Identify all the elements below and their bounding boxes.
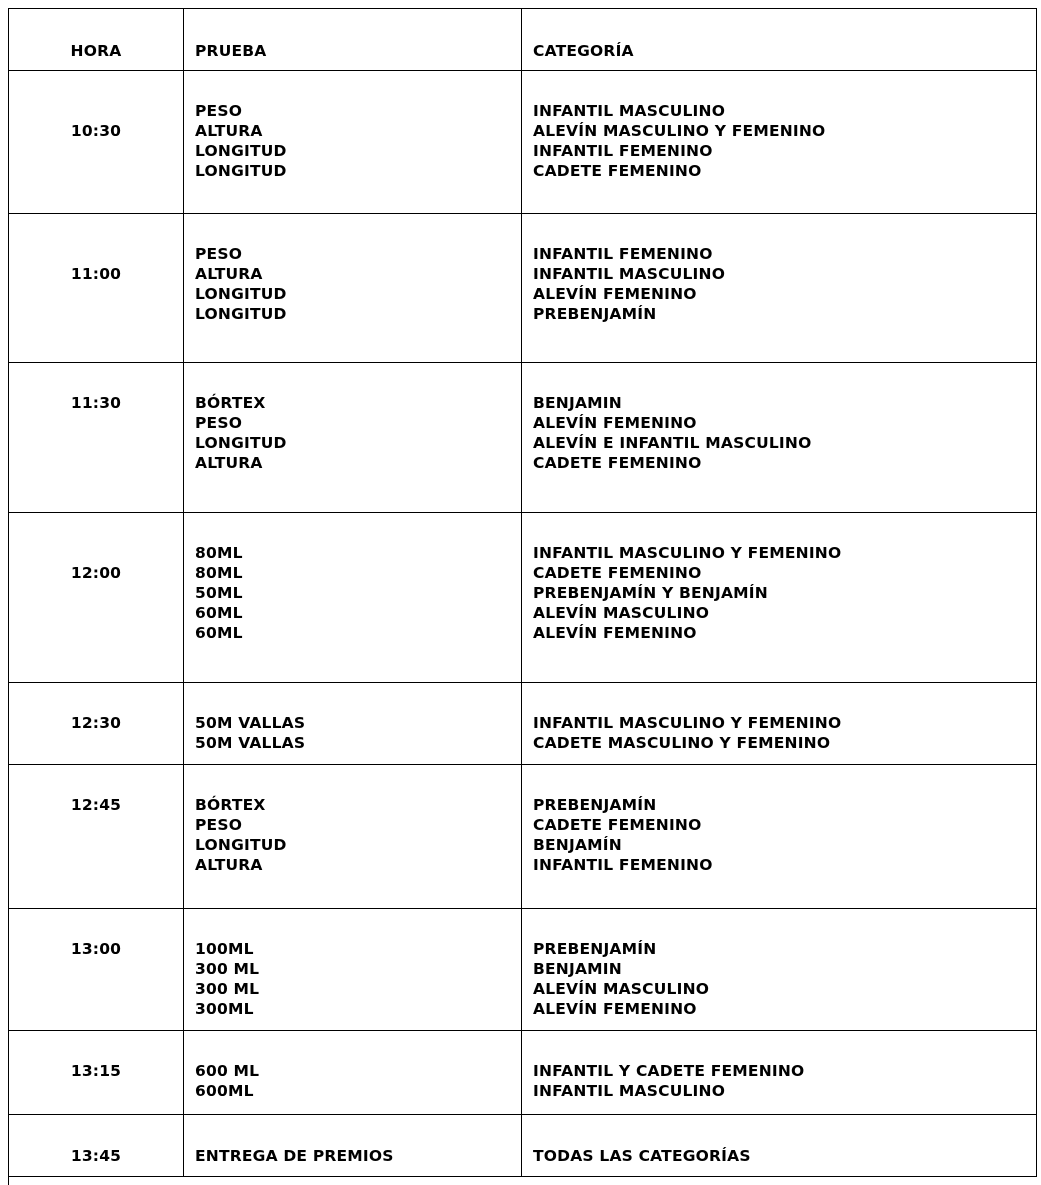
prueba-item: LONGITUD bbox=[195, 836, 287, 854]
header-categoria bbox=[522, 9, 1037, 71]
hora-cell bbox=[9, 909, 184, 1031]
header-prueba-label: PRUEBA bbox=[195, 42, 267, 60]
table-row bbox=[9, 1115, 1037, 1177]
prueba-cell bbox=[184, 71, 522, 214]
prueba-item: LONGITUD bbox=[195, 285, 287, 303]
prueba-item: 300 ML bbox=[195, 980, 260, 998]
hora-value: 12:30 bbox=[70, 714, 122, 732]
prueba-cell bbox=[184, 909, 522, 1031]
schedule-table bbox=[8, 8, 1037, 1177]
categoria-item: ALEVÍN FEMENINO bbox=[533, 624, 697, 642]
categoria-item: ALEVÍN MASCULINO bbox=[533, 604, 710, 622]
hora-cell bbox=[9, 214, 184, 363]
categoria-item: TODAS LAS CATEGORÍAS bbox=[533, 1147, 751, 1165]
prueba-item: LONGITUD bbox=[195, 162, 287, 180]
categoria-item: BENJAMIN bbox=[533, 960, 622, 978]
categoria-item: PREBENJAMÍN Y BENJAMÍN bbox=[533, 584, 768, 602]
categoria-item: INFANTIL MASCULINO Y FEMENINO bbox=[533, 714, 842, 732]
hora-cell bbox=[9, 1115, 184, 1177]
categoria-cell bbox=[522, 909, 1037, 1031]
hora-cell bbox=[9, 765, 184, 909]
prueba-item: PESO bbox=[195, 816, 243, 834]
prueba-cell bbox=[184, 765, 522, 909]
categoria-item: PREBENJAMÍN bbox=[533, 940, 657, 958]
categoria-item: ALEVÍN MASCULINO Y FEMENINO bbox=[533, 122, 826, 140]
categoria-item: BENJAMIN bbox=[533, 394, 622, 412]
header-hora-label: HORA bbox=[70, 42, 122, 60]
prueba-item: 600 ML bbox=[195, 1062, 260, 1080]
hora-value: 13:15 bbox=[70, 1062, 122, 1080]
categoria-cell bbox=[522, 363, 1037, 513]
prueba-item: 60ML bbox=[195, 604, 243, 622]
categoria-cell bbox=[522, 1031, 1037, 1115]
prueba-item: PESO bbox=[195, 102, 243, 120]
prueba-item: LONGITUD bbox=[195, 142, 287, 160]
prueba-item: 80ML bbox=[195, 544, 243, 562]
categoria-cell bbox=[522, 683, 1037, 765]
categoria-item: INFANTIL FEMENINO bbox=[533, 245, 713, 263]
categoria-item: INFANTIL MASCULINO bbox=[533, 265, 726, 283]
prueba-cell bbox=[184, 214, 522, 363]
hora-value: 13:45 bbox=[70, 1147, 122, 1165]
prueba-item: 50M VALLAS bbox=[195, 714, 306, 732]
categoria-item: CADETE MASCULINO Y FEMENINO bbox=[533, 734, 831, 752]
categoria-item: ALEVÍN MASCULINO bbox=[533, 980, 710, 998]
hora-value: 11:30 bbox=[70, 394, 122, 412]
categoria-item: INFANTIL FEMENINO bbox=[533, 142, 713, 160]
prueba-item: 300 ML bbox=[195, 960, 260, 978]
prueba-item: 50ML bbox=[195, 584, 243, 602]
prueba-item: 60ML bbox=[195, 624, 243, 642]
categoria-item: CADETE FEMENINO bbox=[533, 564, 702, 582]
table-row bbox=[9, 1031, 1037, 1115]
hora-value: 12:00 bbox=[70, 564, 122, 582]
prueba-cell bbox=[184, 363, 522, 513]
categoria-item: CADETE FEMENINO bbox=[533, 454, 702, 472]
hora-cell bbox=[9, 363, 184, 513]
prueba-cell bbox=[184, 1031, 522, 1115]
hora-value: 13:00 bbox=[70, 940, 122, 958]
table-row bbox=[9, 683, 1037, 765]
categoria-cell bbox=[522, 513, 1037, 683]
table-row bbox=[9, 765, 1037, 909]
categoria-item: BENJAMÍN bbox=[533, 836, 622, 854]
categoria-item: INFANTIL MASCULINO Y FEMENINO bbox=[533, 544, 842, 562]
prueba-item: BÓRTEX bbox=[195, 796, 266, 814]
table-row bbox=[9, 909, 1037, 1031]
categoria-item: CADETE FEMENINO bbox=[533, 816, 702, 834]
categoria-item: PREBENJAMÍN bbox=[533, 796, 657, 814]
table-row bbox=[9, 513, 1037, 683]
hora-value: 11:00 bbox=[70, 265, 122, 283]
prueba-item: PESO bbox=[195, 245, 243, 263]
categoria-item: ALEVÍN FEMENINO bbox=[533, 414, 697, 432]
prueba-item: ALTURA bbox=[195, 454, 263, 472]
prueba-item: LONGITUD bbox=[195, 305, 287, 323]
prueba-item: 50M VALLAS bbox=[195, 734, 306, 752]
prueba-item: ALTURA bbox=[195, 265, 263, 283]
categoria-cell bbox=[522, 1115, 1037, 1177]
categoria-item: INFANTIL MASCULINO bbox=[533, 1082, 726, 1100]
hora-value: 10:30 bbox=[70, 122, 122, 140]
header-prueba bbox=[184, 9, 522, 71]
categoria-item: PREBENJAMÍN bbox=[533, 305, 657, 323]
categoria-item: INFANTIL FEMENINO bbox=[533, 856, 713, 874]
header-categoria-label: CATEGORÍA bbox=[533, 42, 634, 60]
categoria-item: INFANTIL MASCULINO bbox=[533, 102, 726, 120]
prueba-item: 80ML bbox=[195, 564, 243, 582]
table-row bbox=[9, 71, 1037, 214]
prueba-cell bbox=[184, 683, 522, 765]
prueba-item: PESO bbox=[195, 414, 243, 432]
hora-cell bbox=[9, 1031, 184, 1115]
prueba-item: ALTURA bbox=[195, 122, 263, 140]
categoria-item: ALEVÍN E INFANTIL MASCULINO bbox=[533, 434, 812, 452]
categoria-cell bbox=[522, 214, 1037, 363]
categoria-item: CADETE FEMENINO bbox=[533, 162, 702, 180]
page-edge-line bbox=[8, 1148, 9, 1185]
categoria-cell bbox=[522, 71, 1037, 214]
categoria-item: INFANTIL Y CADETE FEMENINO bbox=[533, 1062, 805, 1080]
header-hora bbox=[9, 9, 184, 71]
prueba-cell bbox=[184, 1115, 522, 1177]
categoria-item: ALEVÍN FEMENINO bbox=[533, 1000, 697, 1018]
table-row bbox=[9, 363, 1037, 513]
hora-cell bbox=[9, 513, 184, 683]
hora-cell bbox=[9, 683, 184, 765]
prueba-item: 100ML bbox=[195, 940, 254, 958]
categoria-item: ALEVÍN FEMENINO bbox=[533, 285, 697, 303]
prueba-item: ALTURA bbox=[195, 856, 263, 874]
prueba-cell bbox=[184, 513, 522, 683]
hora-cell bbox=[9, 71, 184, 214]
prueba-item: LONGITUD bbox=[195, 434, 287, 452]
prueba-item: 600ML bbox=[195, 1082, 254, 1100]
table-row bbox=[9, 214, 1037, 363]
hora-value: 12:45 bbox=[70, 796, 122, 814]
prueba-item: 300ML bbox=[195, 1000, 254, 1018]
header-row bbox=[9, 9, 1037, 71]
categoria-cell bbox=[522, 765, 1037, 909]
prueba-item: ENTREGA DE PREMIOS bbox=[195, 1147, 394, 1165]
prueba-item: BÓRTEX bbox=[195, 394, 266, 412]
